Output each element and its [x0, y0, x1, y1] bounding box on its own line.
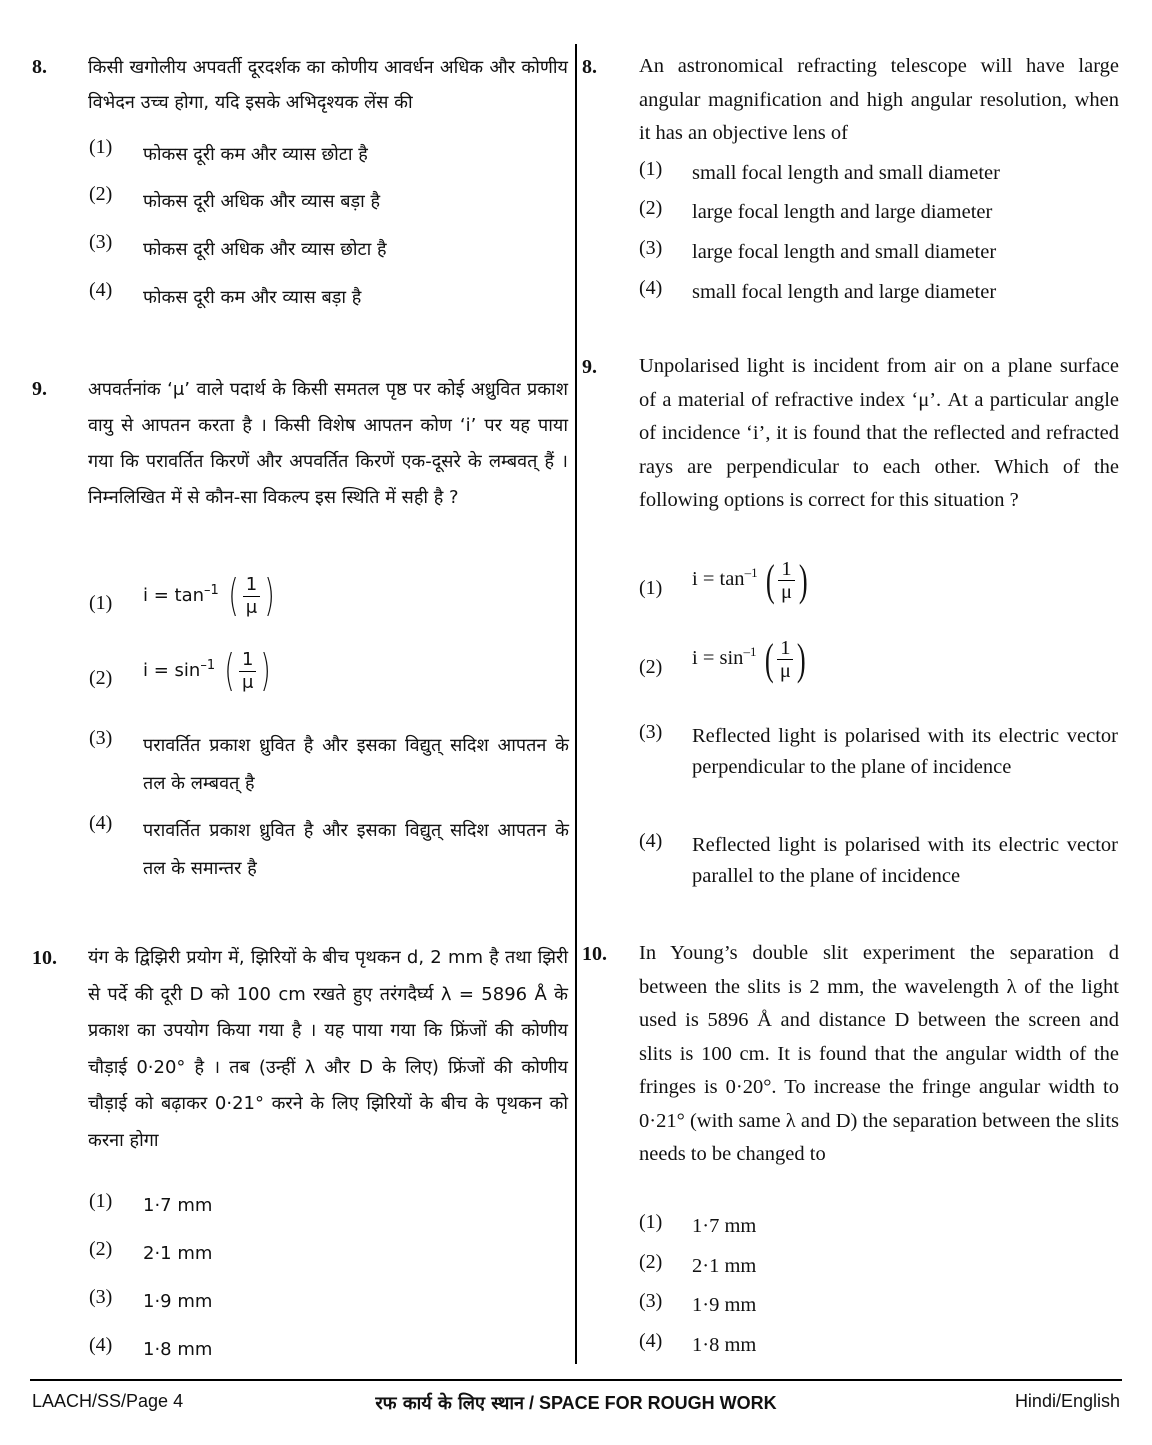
option-text: 1·7 mm [692, 1215, 757, 1237]
option-number: (4) [639, 830, 663, 852]
option-number: (3) [639, 1290, 663, 1312]
option-text: Reflected light is polarised with its electric vector perpendicular to the plane of incidence [692, 725, 1118, 778]
question-text: अपवर्तनांक ‘μ’ वाले पदार्थ के किसी समतल पृष्ठ पर कोई अध्रुवित प्रकाश वायु से आपतन करता है । किसी विशेष आपतन कोण ‘i’ पर यह पाया गया कि परावर्तित किरणें और अपवर्तित किरणें एक-दूसरे के लम्बवत् हैं । निम्नलिखित में से कौन-सा विकल्प इस स्थिति में सही है ? [88, 379, 568, 508]
option-number: (4) [639, 277, 663, 299]
option-number: (1) [639, 1211, 663, 1233]
option-text: 1·7 mm [143, 1195, 213, 1216]
option-text: 2·1 mm [143, 1243, 213, 1264]
option-formula: $i = \tan^{-1}$ ( $\frac{1}{\mu}$ ) [143, 570, 275, 621]
footer-rule [30, 1379, 1122, 1381]
question-text: यंग के द्विझिरी प्रयोग में, झिरियों के बीच पृथकन d, 2 mm है तथा झिरी से पर्दे की दूरी D को 100 cm रखते हुए तरंगदैर्घ्य λ = 5896 Å के प्रकाश का उपयोग किया गया है । यह पाया गया कि फ्रिंजों की कोणीय चौड़ाई 0·20° है । तब (उन्हीं λ और D के लिए) फ्रिंजों की कोणीय चौड़ाई को बढ़ाकर 0·21° करने के लिए झिरियों के बीच के पृथकन को करना होगा [88, 947, 568, 1151]
option-formula: $i = \sin^{-1}$ ( $\frac{1}{\mu}$ ) [143, 645, 272, 696]
option-text: फोकस दूरी अधिक और व्यास छोटा है [143, 239, 387, 260]
option-text: 1·8 mm [143, 1339, 213, 1360]
language-label: Hindi/English [1014, 1391, 1120, 1411]
option-text: large focal length and small diameter [692, 241, 997, 263]
option-text: small focal length and small diameter [692, 162, 1000, 184]
option-text: 1·9 mm [143, 1291, 213, 1312]
option-number: (4) [89, 1334, 113, 1356]
question-number: 8. [32, 56, 47, 78]
question-number: 10. [582, 943, 607, 965]
option-number: (1) [639, 577, 663, 599]
option-number: (2) [639, 1251, 663, 1273]
question-number: 9. [582, 356, 597, 378]
option-number: (4) [639, 1330, 663, 1352]
option-text: Reflected light is polarised with its electric vector parallel to the plane of incidence [692, 834, 1118, 887]
option-number: (2) [89, 183, 113, 205]
question-number: 8. [582, 56, 597, 78]
option-number: (4) [89, 279, 113, 301]
question-number: 9. [32, 378, 47, 400]
option-text: फोकस दूरी कम और व्यास बड़ा है [143, 287, 362, 308]
option-text: परावर्तित प्रकाश ध्रुवित है और इसका विद्युत् सदिश आपतन के तल के समान्तर है [143, 820, 569, 879]
option-text: परावर्तित प्रकाश ध्रुवित है और इसका विद्युत् सदिश आपतन के तल के लम्बवत् है [143, 735, 569, 794]
option-formula: $i = \sin^{-1}$ ( $\frac{1}{\mu}$ ) [692, 634, 807, 684]
question-text: An astronomical refracting telescope will have large angular magnification and high angular resolution, when it has an objective lens of [639, 55, 1119, 144]
option-number: (2) [89, 667, 113, 689]
rough-work-label: रफ कार्य के लिए स्थान / SPACE FOR ROUGH WORK [375, 1393, 777, 1414]
question-text: Unpolarised light is incident from air on a plane surface of a material of refractive index ‘μ’. At a particular angle of incidence ‘i’, it is found that the reflected and refracted rays are perpendicular to each other. Which of the following options is correct for this situation ? [639, 355, 1119, 511]
option-text: 1·8 mm [692, 1334, 757, 1356]
option-text: फोकस दूरी कम और व्यास छोटा है [143, 144, 368, 165]
option-number: (4) [89, 812, 113, 834]
page-code: LAACH/SS/Page 4 [32, 1391, 184, 1411]
option-number: (2) [639, 656, 663, 678]
option-formula: $i = \tan^{-1}$ ( $\frac{1}{\mu}$ ) [692, 555, 808, 605]
option-number: (3) [639, 721, 663, 743]
option-text: फोकस दूरी अधिक और व्यास बड़ा है [143, 191, 381, 212]
option-number: (3) [89, 1286, 113, 1308]
option-number: (2) [639, 197, 663, 219]
option-number: (1) [89, 136, 113, 158]
option-text: small focal length and large diameter [692, 281, 997, 303]
column-divider [575, 44, 577, 1364]
option-number: (3) [639, 237, 663, 259]
option-number: (2) [89, 1238, 113, 1260]
option-text: 2·1 mm [692, 1255, 757, 1277]
question-text: In Young’s double slit experiment the separation d between the slits is 2 mm, the wavelength λ of the light used is 5896 Å and distance D between the screen and slits is 100 cm. It is found that the angular width of the fringes is 0·20°. To increase the fringe angular width to 0·21° (with same λ and D) the separation between the slits needs to be changed to [639, 942, 1119, 1165]
option-text: large focal length and large diameter [692, 201, 993, 223]
question-text: किसी खगोलीय अपवर्ती दूरदर्शक का कोणीय आवर्धन अधिक और कोणीय विभेदन उच्च होगा, यदि इसके अभिदृश्यक लेंस की [88, 57, 568, 113]
option-text: 1·9 mm [692, 1294, 757, 1316]
question-number: 10. [32, 947, 57, 969]
option-number: (1) [89, 1190, 113, 1212]
option-number: (3) [89, 727, 113, 749]
option-number: (3) [89, 231, 113, 253]
option-number: (1) [639, 158, 663, 180]
option-number: (1) [89, 592, 113, 614]
